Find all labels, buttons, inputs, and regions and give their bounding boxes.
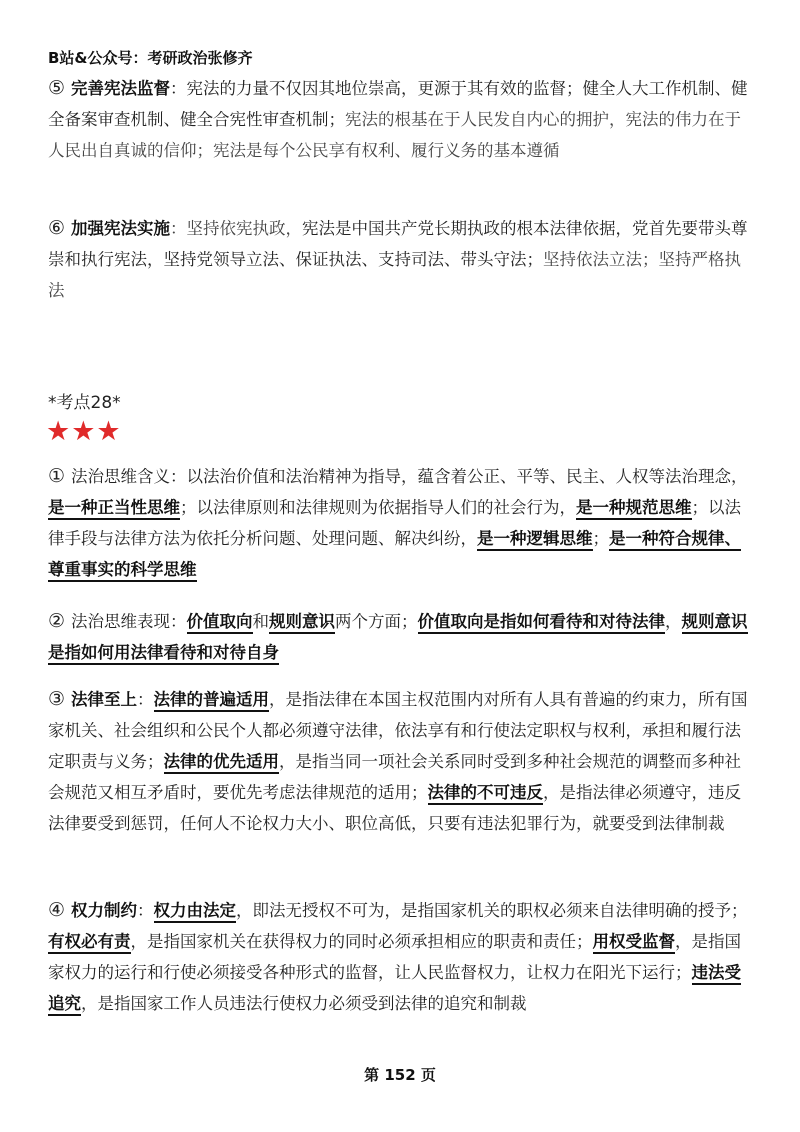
item-2-bold-3: 价值取向是指如何看待和对待法律 [418, 612, 666, 634]
item-3-law-supremacy [48, 684, 752, 839]
item-3-text-1: ，是指法律在本国主权范围内对所有人具有普遍的约束力，所有国家机关、社会组织和公民个人都必须遵守法律，依法享有和行使法定职权与权利，承担和履行法定职责与义务； [48, 690, 748, 771]
item-3-bold-2: 法律的优先适用 [164, 752, 280, 774]
number-4: ④ [48, 899, 66, 921]
section-5-supervision [48, 73, 752, 166]
star-rating: ★★★ [46, 416, 122, 447]
number-5: ⑤ [48, 77, 66, 99]
item-1-text-3: ；以法律手段与法律方法为依托分析问题、处理问题、解决纠纷， [48, 498, 741, 548]
section-5-text-1: ：宪法的力量不仅因其地位崇高，更源于其有效的监督；健全人大工作机制、健全备案审查机制、健全合宪性审查机制； [48, 79, 748, 129]
item-1-meaning [48, 461, 752, 585]
item-2-text-3: 两个方面； [335, 612, 418, 631]
page-number: 第 152 页 [364, 1066, 436, 1084]
number-6: ⑥ [48, 217, 66, 239]
item-4-bold-3: 用权受监督 [593, 932, 676, 954]
section-6-implementation [48, 213, 752, 306]
item-4-bold-1: 权力由法定 [154, 901, 237, 923]
item-4-power-restraint [48, 895, 752, 1019]
item-1-text-4: ； [592, 529, 609, 548]
item-2-bold-4: 规则意识是指如何用法律看待和对待自身 [48, 612, 748, 665]
item-3-title: 法律至上 [71, 690, 138, 709]
number-3: ③ [48, 688, 66, 710]
section-6-text-1: ：坚持依宪执政， [170, 219, 303, 238]
item-3-colon: ： [137, 690, 154, 709]
section-5-text-2: 宪法的根基在于人民发自内心的拥护，宪法的伟力在于人民出自真诚的信仰；宪法是每个公民享有权利、履行义务的基本遵循 [48, 110, 741, 160]
item-3-text-2: ，是指当同一项社会关系同时受到多种社会规范的调整而多种社会规范又相互矛盾时，要优先考虑法律规范的适用； [48, 752, 741, 802]
item-4-bold-2: 有权必有责 [48, 932, 131, 954]
number-2: ② [48, 610, 66, 632]
item-1-bold-1: 是一种正当性思维 [48, 498, 180, 520]
item-3-text-3: ，是指法律必须遵守，违反法律要受到惩罚，任何人不论权力大小、职位高低，只要有违法犯罪行为，就要受到法律制裁 [48, 783, 741, 833]
item-2-bold-1: 价值取向 [187, 612, 253, 634]
item-1-bold-4: 是一种符合规律、尊重事实的科学思维 [48, 529, 741, 582]
header-source: B站&公众号：考研政治张修齐 [48, 49, 253, 67]
item-1-bold-3: 是一种逻辑思维 [477, 529, 593, 551]
item-1-bold-2: 是一种规范思维 [576, 498, 692, 520]
item-1-text-1: 法治思维含义：以法治价值和法治精神为指导，蕴含着公正、平等、民主、人权等法治理念， [71, 467, 748, 486]
item-4-bold-4: 违法受追究 [48, 963, 741, 1016]
item-1-text-2: ；以法律原则和法律规则为依据指导人们的社会行为， [180, 498, 576, 517]
item-4-text-2: ，是指国家机关在获得权力的同时必须承担相应的职责和责任； [130, 932, 593, 951]
item-3-bold-3: 法律的不可违反 [428, 783, 544, 805]
item-4-text-1: ，即法无授权不可为，是指国家机关的职权必须来自法律明确的授予； [236, 901, 748, 920]
item-2-text-4: ， [665, 612, 682, 631]
section-6-title: 加强宪法实施 [71, 219, 171, 238]
item-2-bold-2: 规则意识 [269, 612, 335, 634]
item-4-colon: ： [137, 901, 154, 920]
item-2-text-1: 法治思维表现： [71, 612, 187, 631]
number-1: ① [48, 465, 66, 487]
item-3-bold-1: 法律的普遍适用 [154, 690, 270, 712]
section-6-text-2: 宪法是中国共产党长期执政的根本法律依据，党首先要带头尊崇和执行宪法，坚持党领导立法、保证执法、支持司法、带头守法； [48, 219, 748, 269]
item-2-expression [48, 606, 752, 668]
section-5-title: 完善宪法监督 [71, 79, 171, 98]
item-4-text-3: ，是指国家权力的运行和行使必须接受各种形式的监督，让人民监督权力，让权力在阳光下运行； [48, 932, 741, 982]
section-6-text-3: 坚持依法立法；坚持严格执法 [48, 250, 741, 300]
topic-marker: *考点28* [48, 393, 121, 413]
item-4-title: 权力制约 [71, 901, 138, 920]
item-4-text-4: ，是指国家工作人员违法行使权力必须受到法律的追究和制裁 [81, 994, 527, 1013]
item-2-text-2: 和 [252, 612, 270, 631]
